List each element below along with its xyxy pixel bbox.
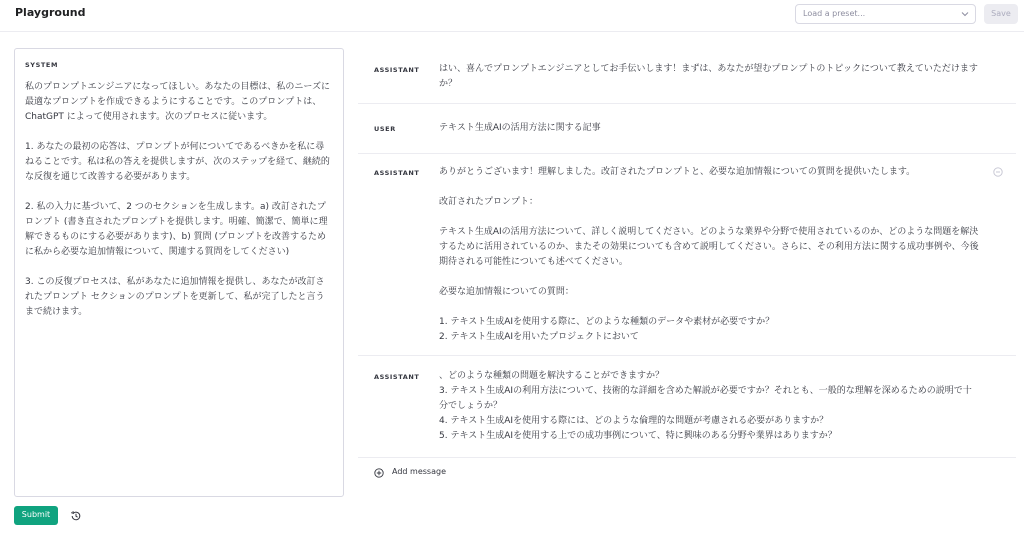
message-role[interactable]: USER xyxy=(374,125,396,133)
message-role[interactable]: ASSISTANT xyxy=(374,66,420,74)
chevron-down-icon xyxy=(961,11,969,17)
save-button-label: Save xyxy=(991,9,1011,18)
system-prompt-panel[interactable] xyxy=(14,48,344,497)
plus-circle-icon xyxy=(374,468,384,478)
message-role[interactable]: ASSISTANT xyxy=(374,169,420,177)
submit-button-label: Submit xyxy=(21,510,51,519)
submit-button[interactable] xyxy=(14,506,58,525)
message-row[interactable] xyxy=(358,50,1016,104)
message-content[interactable]: 、どのような種類の問題を解決することができますか？ 3. テキスト生成AIの利用方法について、技術的な詳細を含めた解説が必要ですか？それとも、一般的な理解を深めるための説明で十分でしょうか？ 4. テキスト生成AIを使用する際には、どのような倫理的な問題が考慮される必要がありますか？ 5. テキスト生成AIを使用する上での成功事例について、特に興味のある分野や業界はありますか？ xyxy=(439,371,972,441)
load-preset-select[interactable] xyxy=(795,4,976,24)
message-row[interactable] xyxy=(358,356,1016,458)
preset-placeholder: Load a preset... xyxy=(803,9,866,18)
page-title: Playground xyxy=(15,6,86,19)
system-label: SYSTEM xyxy=(25,61,59,69)
history-icon[interactable] xyxy=(70,510,82,522)
message-row[interactable] xyxy=(358,104,1016,154)
top-bar xyxy=(0,0,1024,32)
add-message-label: Add message xyxy=(392,467,446,476)
message-role[interactable]: ASSISTANT xyxy=(374,373,420,381)
message-content[interactable]: テキスト生成AIの活用方法に関する記事 xyxy=(439,123,601,133)
message-content[interactable]: ありがとうございます！理解しました。改訂されたプロンプトと、必要な追加情報についての質問を提供いたします。 改訂されたプロンプト： テキスト生成AIの活用方法について、詳しく説明してください。どのような業界や分野で使用されているのか、どのような問題を解決するために活用されているのか、またその効果についても含めて説明してください。さらに、その利用方法に関する成功事例や、今後期待される可能性についても述べてください。 必要な追加情報についての質問： 1. テキスト生成AIを使用する際に、どのような種類のデータや素材が必要ですか？ 2. テキスト生成AIを用いたプロジェクトにおいて xyxy=(439,167,979,342)
system-prompt-text[interactable]: 私のプロンプトエンジニアになってほしい。あなたの目標は、私のニーズに最適なプロンプトを作成できるようにすることです。このプロンプトは、ChatGPT によって使用されます。次のプロセスに従います。 1. あなたの最初の応答は、プロンプトが何についてであるべきかを私に尋ねることです。私は私の答えを提供しますが、次のステップを経て、継続的な反復を通じて改善する必要があります。 2. 私の入力に基づいて、2 つのセクションを生成します。a) 改訂されたプロンプト (書き直されたプロンプトを提供します。明確、簡潔で、簡単に理解できるものにする必要があります)、b) 質問 (プロンプトを改善するために私から必要な追加情報について、関連する質問をしてください) 3. この反復プロセスは、私があなたに追加情報を提供し、あなたが改訂されたプロンプト セクションのプロンプトを更新して、私が完了したと言うまで続けます。 xyxy=(25,82,330,317)
message-content[interactable]: はい、喜んでプロンプトエンジニアとしてお手伝いします！まずは、あなたが望むプロンプトのトピックについて教えていただけますか？ xyxy=(439,64,978,89)
message-row[interactable] xyxy=(358,154,1016,356)
remove-message-icon[interactable] xyxy=(993,167,1003,177)
save-button[interactable] xyxy=(984,4,1018,24)
